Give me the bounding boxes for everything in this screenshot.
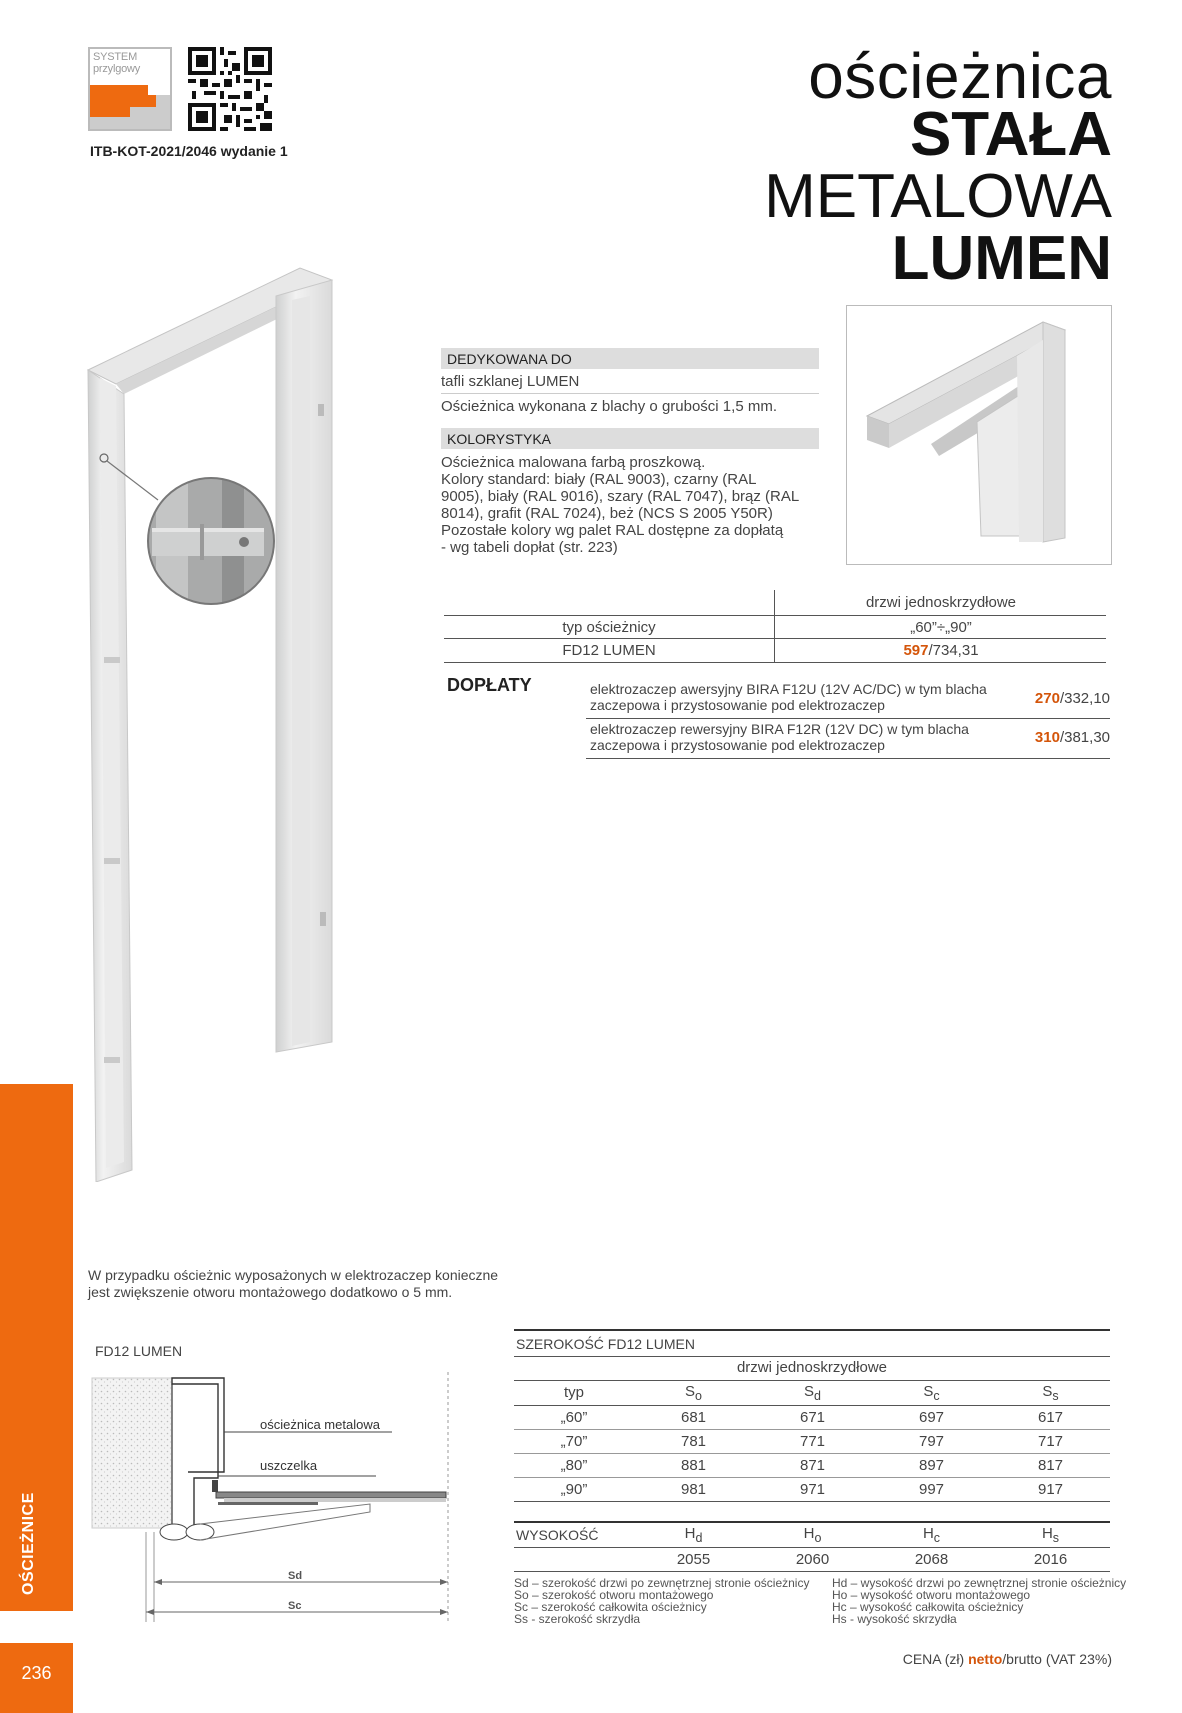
surcharge-price [1020,729,1110,746]
legend-width [514,1577,809,1625]
title-line4: LUMEN [891,224,1112,293]
model-price [776,642,1106,659]
system-logo-line1: SYSTEM [93,51,138,63]
surcharge-item-desc [590,721,1010,753]
width-table-header-row [514,1381,1110,1405]
height-table-title: WYSOKOŚĆ [516,1526,599,1543]
section-label: OŚCIEŻNICE [20,1492,37,1595]
table-cell: 897 [918,1456,945,1474]
surcharge-gross: /381,30 [1059,729,1110,746]
table-rule [586,758,1110,759]
header-main: S [1042,1382,1053,1400]
legend-height [832,1577,1126,1625]
qr-code-icon [188,47,272,131]
table-cell: 2068 [914,1550,949,1568]
label-seal: uszczelka [260,1458,318,1473]
header-main: S [685,1382,696,1400]
table-cell: 781 [680,1432,707,1450]
legend-line: Hc – wysokość całkowita ościeżnicy [832,1600,1024,1614]
table-cell: 717 [1037,1432,1064,1450]
header-sub: d [695,1530,703,1545]
surcharge-desc-line: zaczepowa i przystosowanie pod elektrozaczep [590,737,885,753]
legend-line: Sc – szerokość całkowita ościeżnicy [514,1600,707,1614]
header-sub: o [814,1530,822,1545]
surcharge-item-desc [590,681,1010,713]
header-cell: typ [563,1384,584,1402]
header-sub: d [814,1388,821,1403]
color-line: Pozostałe kolory wg palet RAL dostępne za dopłatą [441,522,784,539]
color-line: 9005), biały (RAL 9016), szary (RAL 7047), brąz (RAL [441,488,800,505]
table-row [514,1429,1110,1453]
header-cell [872,1381,991,1405]
title-line2: STAŁA [909,100,1112,169]
table-cell: 2055 [676,1550,711,1568]
header-sub: s [1052,1388,1059,1403]
header-cell [753,1381,872,1405]
header-main: S [804,1382,815,1400]
height-table-header-row [514,1523,1110,1547]
table-cell: 797 [918,1432,945,1450]
table-cell: 2016 [1033,1550,1068,1568]
table-cell: 971 [799,1480,826,1498]
header-main: H [1041,1524,1053,1542]
divider [441,393,819,394]
price-gross: /734,31 [928,642,979,659]
header-main: S [923,1382,934,1400]
table-cell: 2060 [795,1550,830,1568]
page-number: 236 [21,1663,52,1683]
table-cell: 871 [799,1456,826,1474]
table-cell: „60” [560,1408,588,1426]
note-line: W przypadku ościeżnic wyposażonych w elektrozaczep konieczne [88,1267,499,1283]
width-table-subheader: drzwi jednoskrzydłowe [736,1359,888,1376]
surcharge-net: 310 [1034,729,1060,746]
door-type-header: drzwi jednoskrzydłowe [865,594,1017,611]
price-note-suffix: /brutto (VAT 23%) [1002,1651,1112,1667]
legend-line: Ho – wysokość otworu montażowego [832,1588,1031,1602]
header-sub: s [1052,1530,1060,1545]
header-cell [991,1381,1110,1405]
title-line1: ościeżnica [808,40,1112,112]
table-top-rule [514,1329,1110,1331]
drawing-title: FD12 LUMEN [95,1343,183,1359]
table-cell: 697 [918,1408,945,1426]
table-rule [514,1356,1110,1357]
vertical-rule [774,590,775,662]
frame-profile-photo [846,305,1112,565]
dedicated-header: DEDYKOWANA DO [441,348,819,369]
color-header: KOLORYSTYKA [441,428,819,449]
dim-sc-label: Sc [288,1600,302,1612]
system-logo [88,47,172,131]
table-cell: 917 [1037,1480,1064,1498]
table-row [514,1453,1110,1477]
width-table [514,1381,1110,1502]
table-row [514,1477,1110,1501]
legend-line: So – szerokość otworu montażowego [514,1588,714,1602]
door-frame-illustration [80,262,350,1182]
surcharge-gross: /332,10 [1059,690,1110,707]
dedicated-text: tafli szklanej LUMEN [441,373,580,390]
table-row [514,1547,1110,1571]
installation-note [88,1267,498,1301]
frame-cross-section-drawing [88,1372,458,1622]
header-sub: o [695,1388,702,1403]
surcharge-desc-line: zaczepowa i przystosowanie pod elektrozaczep [590,697,885,713]
color-line: 8014), grafit (RAL 7024), beż (NCS S 2005 Y50R) [441,505,773,522]
color-line: - wg tabeli dopłat (str. 223) [441,539,618,556]
anchor-detail-illustration [146,476,276,606]
header-cell [872,1523,991,1547]
price-note-netto: netto [968,1651,1003,1667]
width-table-title: SZEROKOŚĆ FD12 LUMEN [516,1336,695,1352]
surcharge-price [1020,690,1110,707]
header-cell [753,1523,872,1547]
surcharge-desc-line: elektrozaczep awersyjny BIRA F12U (12V AC/DC) w tym blacha [590,681,987,697]
height-table [514,1523,1110,1572]
color-description [441,454,799,556]
header-sub: c [933,1530,941,1545]
table-cell: 671 [799,1408,826,1426]
label-frame: ościeżnica metalowa [260,1417,380,1432]
system-step-icon [90,49,170,129]
table-cell: „80” [560,1456,588,1474]
header-cell [634,1381,753,1405]
table-rule [444,662,1106,663]
table-cell: 681 [680,1408,707,1426]
title-line3: METALOWA [764,162,1112,231]
header-cell [634,1523,753,1547]
table-cell: „70” [560,1432,588,1450]
price-note-prefix: CENA (zł) [902,1651,969,1667]
table-rule [444,638,1106,639]
table-rule [586,718,1110,719]
header-main: H [922,1524,934,1542]
material-text: Ościeżnica wykonana z blachy o grubości 1,5 mm. [441,398,777,415]
system-logo-line2: przylgowy [93,63,141,75]
legend-line: Sd – szerokość drzwi po zewnętrznej stronie ościeżnicy [514,1576,810,1590]
table-cell: „90” [560,1480,588,1498]
price-net: 597 [903,642,929,659]
surcharges-label: DOPŁATY [447,675,532,695]
header-main: H [803,1524,815,1542]
legend-line: Ss - szerokość skrzydła [514,1612,641,1626]
color-line: Kolory standard: biały (RAL 9003), czarny (RAL [441,471,757,488]
price-note [903,1651,1112,1667]
table-cell: 981 [680,1480,707,1498]
table-row [514,1405,1110,1429]
surcharge-desc-line: elektrozaczep rewersyjny BIRA F12R (12V DC) w tym blacha [590,721,969,737]
model-name: FD12 LUMEN [562,642,656,659]
frame-type-label: typ ościeżnicy [562,619,656,636]
dim-sd-label: Sd [288,1570,303,1582]
frame-type-range: „60”÷„90” [910,619,972,636]
table-rule [444,615,1106,616]
header-cell [991,1523,1110,1547]
table-cell: 997 [918,1480,945,1498]
legend-line: Hd – wysokość drzwi po zewnętrznej stronie ościeżnicy [832,1576,1127,1590]
note-line: jest zwiększenie otworu montażowego dodatkowo o 5 mm. [88,1284,453,1300]
header-sub: c [933,1388,940,1403]
table-cell: 817 [1037,1456,1064,1474]
table-cell: 617 [1037,1408,1064,1426]
color-line: Ościeżnica malowana farbą proszkową. [441,454,706,471]
header-main: H [684,1524,696,1542]
table-cell: 771 [799,1432,826,1450]
surcharge-net: 270 [1034,690,1060,707]
legend-line: Hs - wysokość skrzydła [832,1612,957,1626]
table-cell: 881 [680,1456,707,1474]
table-cell [514,1547,634,1571]
certificate-number: ITB-KOT-2021/2046 wydanie 1 [90,143,288,159]
